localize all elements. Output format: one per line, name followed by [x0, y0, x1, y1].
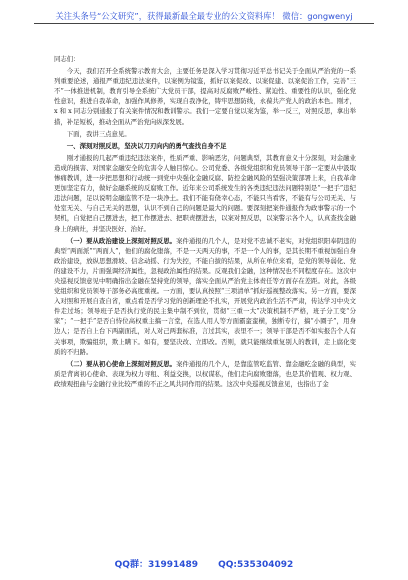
subsection-1-1-text: 案件通报的几个人，是对党不忠诚不老实，对党组织阳奉阴违的典型“两面派”“两面人”，他们的腐化堕落，不是一天两天的事，不是一个人的事，是其长期不重视加强自身政治建设，放纵思想滑坡、信念动摇、行为失控，不能自拔的结果，从所在单位来看，是党的领导弱化、党的建设不力，片面强调经济属性，忽视政治属性的结果。反观我们金融，这种情况也不同程度存在。这次中央巡视反馈意见中明确指出金融在坚持党的领导，落实全面从严治党主体责任等方面存在差距。对此，各级党组织和党员领导干部务必高度重视。一方面，要认真按照“三项清单”抓好巡视整改落实。另一方面，要深入对照和开展自查自省，重点看是否学习党的创新理论不扎实，开展党内政治生活不严肃，传达学习中央文件走过场；领导班子是否执行党的民主集中制不到位，贯彻“三重一大”决策机制不严格，班子分工变“分家”；“一把手”是否自恃位高权重主搞一言堂，在选人用人等方面霸蛮蛮横，独断专行，搞“小圈子”，用身边人；是否自上台下两副面孔，对人对己两套标准，言过其实，表里不一；领导干部是否不如实报告个人有关事项，欺骗组织，欺上瞒下。如有，要坚决改、立即改。否则，就只能继续重复别人的教训，走上腐化变质的不归路。 — [54, 236, 357, 356]
section-heading-1: 一、深刻对照反思，坚决以刀刃向内的勇气查找自身不足 — [66, 141, 227, 150]
document-body — [54, 54, 356, 391]
footer-qq: QQ:535304092 — [218, 560, 294, 570]
greeting: 同志们： — [54, 55, 80, 63]
subsection-1-1 — [54, 236, 356, 357]
page-header — [0, 0, 408, 38]
subsection-1-2-text: 案件通报的几个人，是靠监管吃监管、靠金融吃金融的典型，实质是背离初心使命、表现为权力寻租、利益交换，以权谋私，他们走向腐败堕落，也是其价值观、权力观、政绩观扭曲与金融行业比较严重的不正之风共同作用的结果。这次中央巡视反馈意见，也指出了金 — [54, 359, 357, 388]
subsection-1-2 — [54, 359, 356, 389]
transition-line: 下面，我讲三点意见。 — [66, 129, 131, 138]
page-footer — [0, 558, 408, 572]
header-promo-text: 关注头条号“公文研究”，获得最新最全最专业的公文资料库！ 微信：gongwenyj — [55, 11, 353, 21]
subsection-1-1-heading: （一）要从政治建设上深刻对照反思。 — [66, 236, 177, 245]
footer-qq-group: QQ群：31991489 — [114, 560, 199, 570]
subsection-1-2-heading: （二）要从初心使命上深刻对照反思。 — [66, 359, 177, 368]
intro-paragraph: 今天，我们召开全系统警示教育大会，主要任务是深入学习贯彻习近平总书记关于全面从严治党的一系列重要论述，通报严重违纪违法案件，以案例为镜鉴，抓好以案促改、以案促建、以案促治工作，完善“三不”一体推进机制，教育引导全系统广大党员干部，提高对反腐败严峻性、紧迫性、重要性的认识，强化党性意识，推进自我革命，加强作风修养，实现自我净化，铸牢思想防线，永葆共产党人的政治本色。刚才，x 和 x 同志分别通报了有关案件情况和教训警示。我们一定要自觉以案为鉴，举一反三，对照反思，拿出举措，补足短板，推动全面从严治党向纵深发展。 — [54, 67, 356, 126]
section-1-paragraph: 刚才通报的几起严重违纪违法案件，性质严重、影响恶劣，问题典型，其教育意义十分深刻，对金融业造成的损害、对国家金融安全的危害令人触目惊心。公司党委、各级党组织和党员领导干部一定要从中汲取惨痛教训，进一步把思想和行动统一到党中央强化金融反腐、防控金融风险的坚强决策部署上来，自我革命更加坚定有力，做好金融系统的反腐败工作。近年来公司系统发生的各类违纪违法问题特别是“一把手”违纪违法问题，足以说明金融监管不是一块净土。我们不能有侥幸心态，不能只当看客，不能有与公司无关、与处室无关、与自己无关的思想，认识不到自己的问题是最大的问题。要深刻把案件通报作为政事警示的一个契机，自觉把自己摆进去，把工作摆进去、把职责摆进去，以案对照反思，以案警示各个人，认真查找金融身上的病灶，并坚决医好、治好。 — [54, 153, 356, 233]
header-divider — [34, 23, 374, 24]
